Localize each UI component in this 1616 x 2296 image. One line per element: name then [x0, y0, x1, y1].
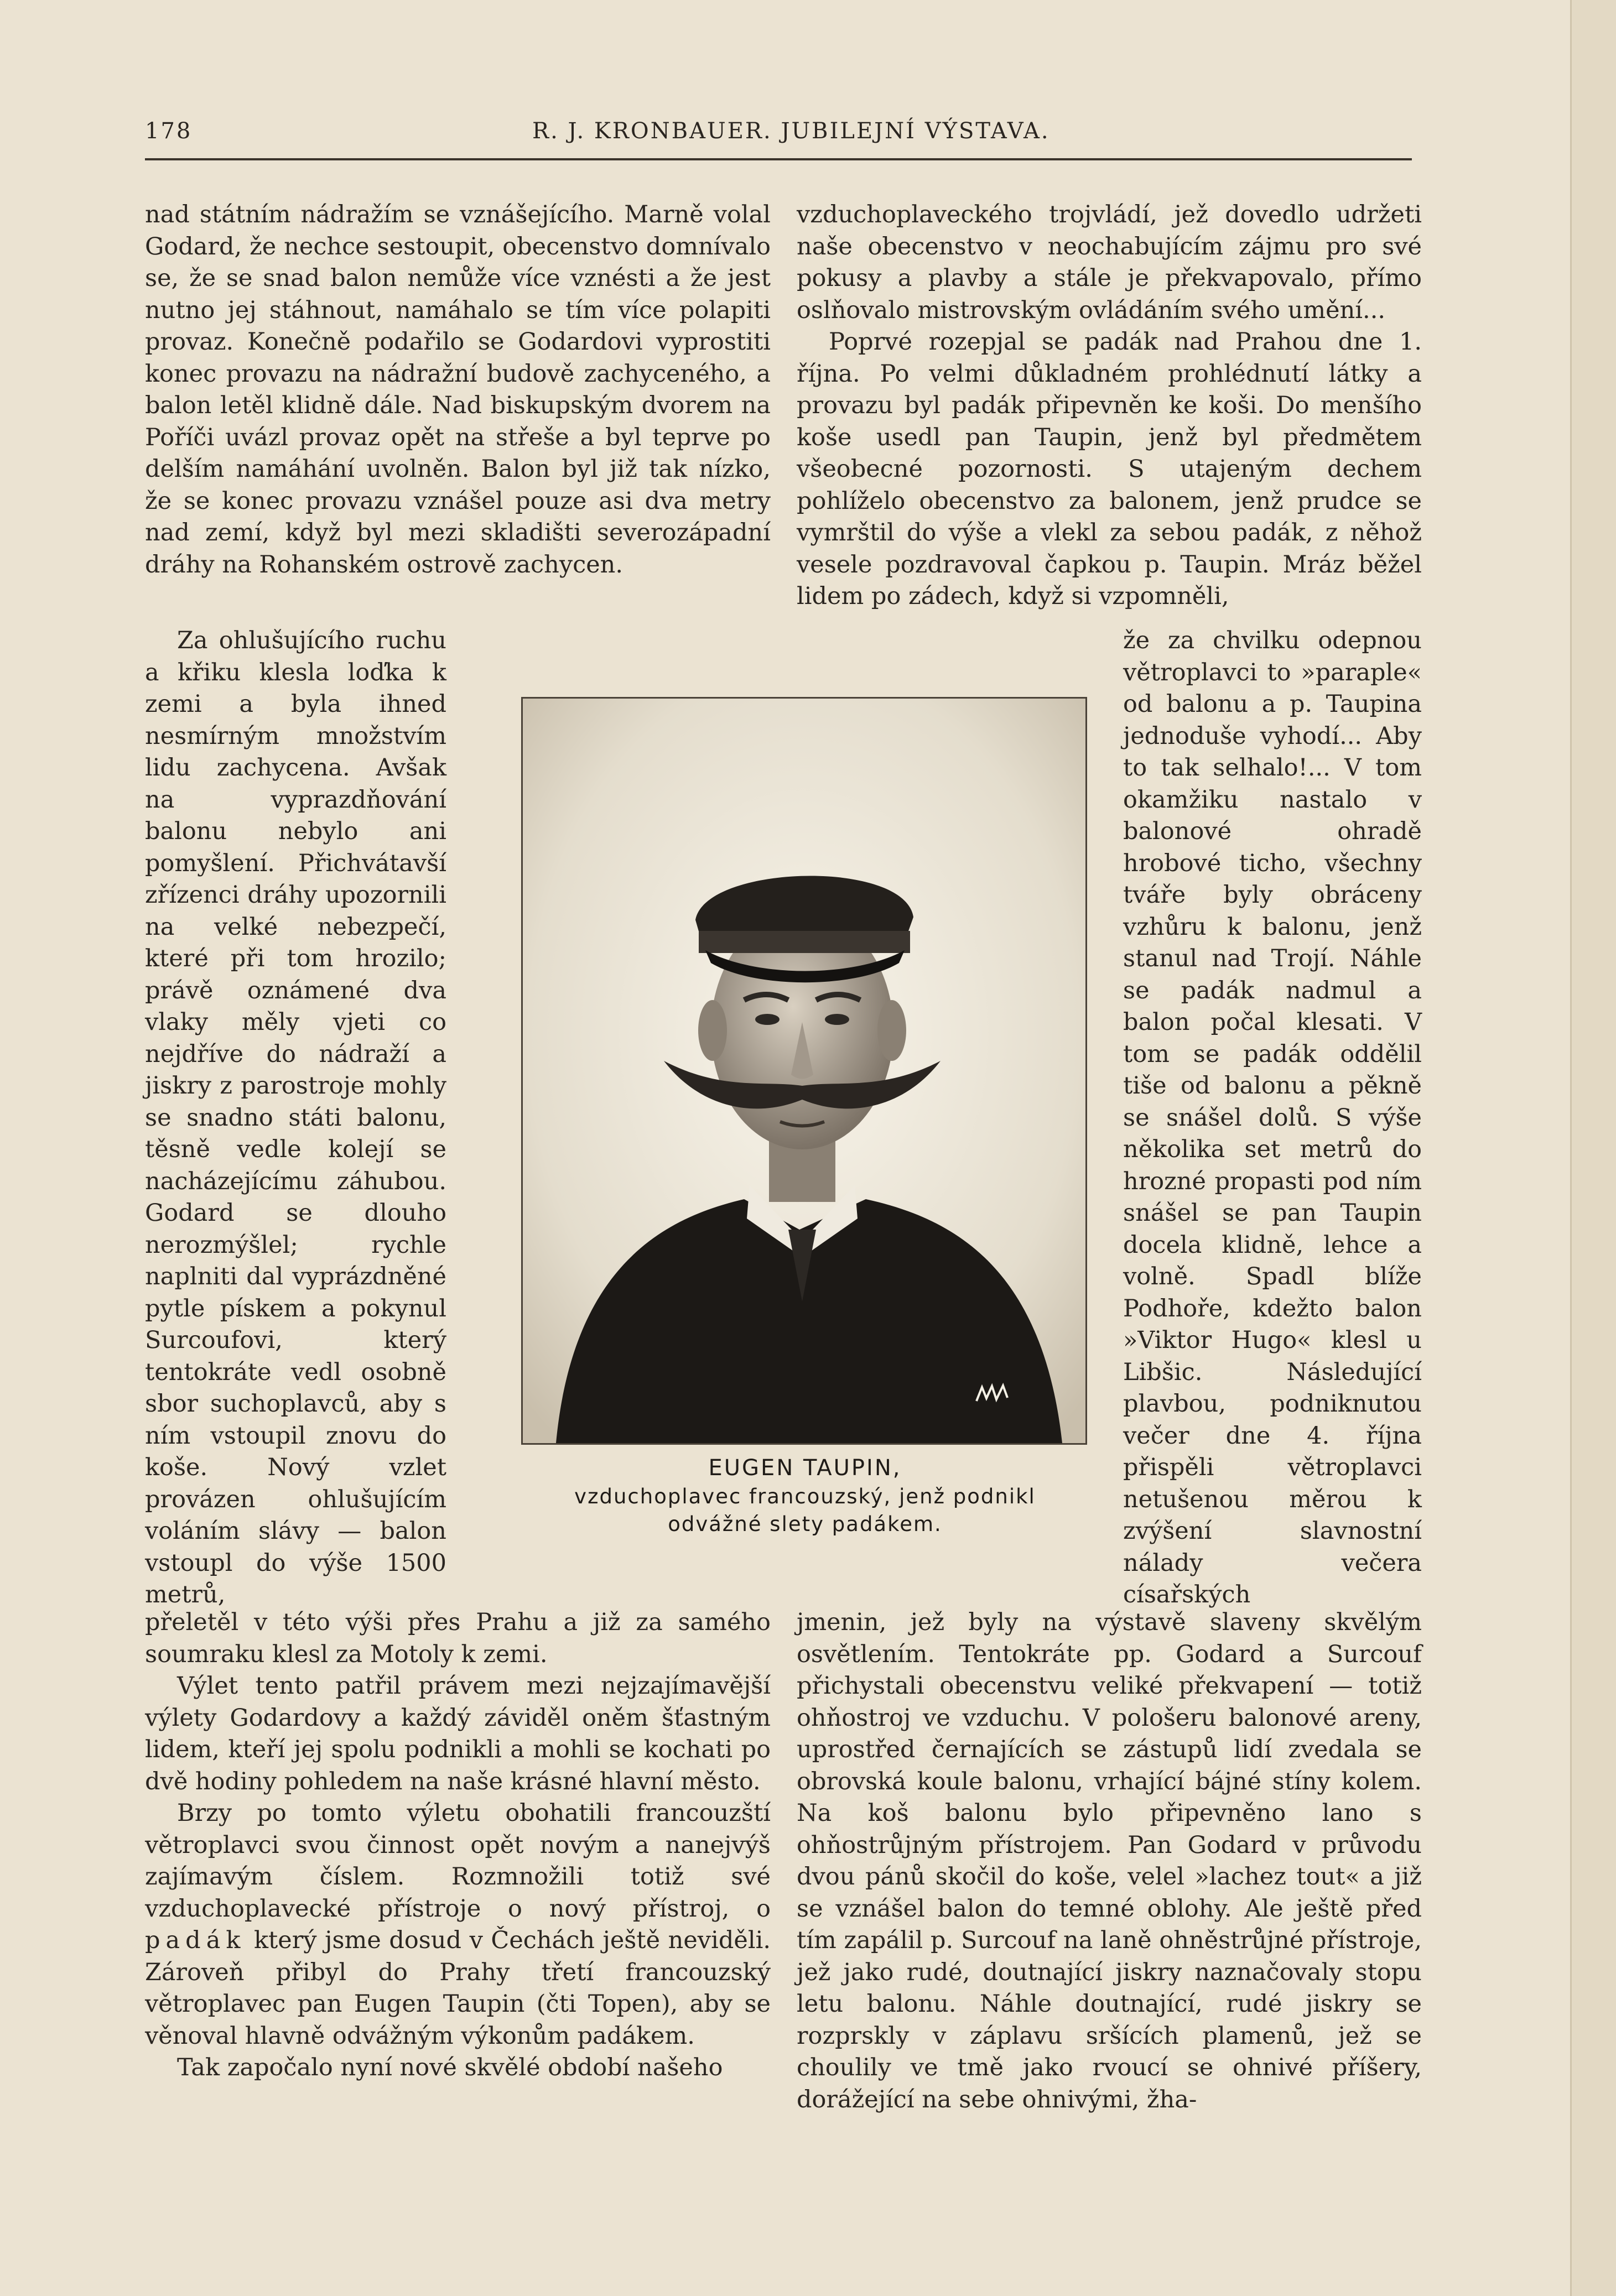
emphasized-word-padak: padák	[145, 1927, 246, 1954]
running-head: R. J. KRONBAUER. JUBILEJNÍ VÝSTAVA.	[532, 118, 1050, 144]
left-column-bottom-text	[145, 1607, 771, 2084]
page-header	[145, 118, 1412, 157]
right-paragraph-1: vzduchoplaveckého trojvládí, jež dovedlo udržeti naše obecenstvo v neochabujícím zájmu pro své pokusy a plavby a stále je překvapovalo, přímo oslňovalo mistrovským ovládáním svého umění...	[797, 201, 1422, 324]
left-paragraph-5: Tak započalo nyní nové skvělé období našeho	[177, 2054, 723, 2081]
right-paragraph-2-cont: že za chvilku odepnou větroplavci to »paraple« od balonu a p. Taupina jednoduše vyhodí... Aby to tak selhalo!... V tom okamžiku nastalo v balonové ohradě hrobové ticho, všechny tváře byly obráceny vzhůru k balonu, jenž stanul nad Trojí. Náhle se padák nadmul a balon počal klesati. V tom se padák oddělil tiše od balonu a pěkně se snášel dolů. S výše několika set metrů do hrozné propasti pod ním snášel se pan Taupin docela klidně, lehce a volně. Spadl blíže Podhoře, kdežto balon »Viktor Hugo« klesl u Libšic. Následující plavbou, podniknutou večer dne 4. října přispěli větroplavci netušenou měrou k zvýšení slavnostní nálady večera císařských	[1123, 627, 1422, 1608]
right-ear	[877, 1000, 906, 1061]
figure-caption	[487, 1453, 1123, 1538]
left-paragraph-4	[145, 1798, 771, 2052]
left-paragraph-1: nad státním nádražím se vznášejícího. Marně volal Godard, že nechce sestoupit, obecenstvo domnívalo se, že se snad balon nemůže více vznésti a že jest nutno jej stáhnout, namáhalo se tím více polapiti provaz. Konečně podařilo se Godardovi vyprostiti konec provazu na nádražní budově zachyceného, a balon letěl klidně dále. Nad biskupským dvorem na Poříči uvázl provaz opět na střeše a byl teprve po delším namáhání uvolněn. Balon byl již tak nízko, že se konec provazu vznášel pouze asi dva metry nad zemí, když byl mezi skladišti severozápadní dráhy na Rohanském ostrově zachycen.	[145, 201, 771, 579]
left-column-top-text	[145, 199, 771, 581]
left-paragraph-2-end: přeletěl v této výši přes Prahu a již za samého soumraku klesl za Motoly k zemi.	[145, 1608, 771, 1668]
caption-name: EUGEN TAUPIN,	[708, 1455, 902, 1481]
header-rule	[145, 158, 1412, 160]
page-edge	[1570, 0, 1616, 2296]
right-column-top-text	[797, 199, 1422, 613]
right-paragraph-2-end: jmenin, jež byly na výstavě slaveny skvělým osvětlením. Tentokráte pp. Godard a Surcouf přichystali obecenstvu veliké překvapení — totiž ohňostroj ve vzduchu. V pološeru balonové areny, uprostřed černajících se zástupů lidí zvedala se obrovská koule balonu, vrhající bájné stíny kolem. Na koš balonu bylo připevněno lano s ohňostrůjným přístrojem. Pan Godard v průvodu dvou pánů skočil do koše, velel »lachez tout« a již se vznášel balon do temné oblohy. Ale ještě před tím zapálil p. Surcouf na laně ohněstrůjné přístroje, jež jako rudé, doutnající jiskry naznačovaly stopu letu balonu. Náhle doutnající, rudé jiskry se rozprskly v záplavu sršících plamenů, jež se choulily ve tmě jako rvoucí se ohnivé příšery, dorážející na sebe ohnivými, žha-	[797, 1608, 1422, 2113]
right-column-narrow-text	[1123, 625, 1422, 1611]
left-ear	[698, 1000, 727, 1061]
left-column-narrow-text	[145, 625, 446, 1611]
right-eye	[825, 1014, 849, 1025]
page-number: 178	[145, 118, 193, 144]
left-paragraph-3: Výlet tento patřil právem mezi nejzajímavější výlety Godardovy a každý záviděl oněm šťastným lidem, kteří jej spolu podnikli a mohli se kochati po dvě hodiny pohledem na naše krásné hlavní město.	[145, 1672, 771, 1795]
right-column-bottom-text	[797, 1607, 1422, 2116]
left-eye	[755, 1014, 780, 1025]
right-paragraph-2: Poprvé rozepjal se padák nad Prahou dne 1. října. Po velmi důkladném prohlédnutí látky a provazu byl padák připevněn ke koši. Do menšího koše usedl pan Taupin, jenž byl předmětem všeobecné pozornosti. S utajeným dechem pohlíželo obecenstvo za balonem, jenž prudce se vymrštil do výše a vlekl za sebou padák, z něhož vesele pozdravoval čapkou p. Taupin. Mráz běžel lidem po zádech, když si vzpomněli,	[797, 328, 1422, 610]
left-paragraph-2: Za ohlušujícího ruchu a křiku klesla loďka k zemi a byla ihned nesmírným množstvím lidu zachycena. Avšak na vyprazdňování balonu nebylo ani pomyšlení. Přichvátavší zřízenci dráhy upozornili na velké nebezpečí, které při tom hrozilo; právě oznámené dva vlaky měly vjeti co nejdříve do nádraží a jiskry z parostroje mohly se snadno státi balonu, těsně vedle kolejí se nacházejícímu záhubou. Godard se dlouho nerozmýšlel; rychle naplniti dal vyprázdněné pytle pískem a pokynul Surcoufovi, který tentokráte vedl osobně sbor suchoplavců, aby s ním vstoupil znovu do koše. Nový vzlet provázen ohlušujícím voláním slávy — balon vstoupl do výše 1500 metrů,	[145, 627, 446, 1608]
left-paragraph-4-part-a: Brzy po tomto výletu obohatili francouzští větroplavci svou činnost opět novým a nanejvýš zajímavým číslem. Rozmnožili totiž své vzduchoplavecké přístroje o nový přístroj, o	[145, 1799, 771, 1923]
caption-line-2: odvážné slety padákem.	[668, 1512, 942, 1536]
left-paragraph-4-part-b: který jsme dosud v Čechách ještě neviděli. Zároveň přibyl do Prahy třetí francouzský větroplavec pan Eugen Taupin (čti Topen), aby se věnoval hlavně odvážným výkonům padákem.	[145, 1927, 771, 2050]
portrait-photo	[521, 697, 1087, 1445]
cap-band	[699, 931, 910, 953]
portrait-illustration	[523, 699, 1085, 1443]
caption-line-1: vzduchoplavec francouzský, jenž podnikl	[574, 1485, 1036, 1508]
